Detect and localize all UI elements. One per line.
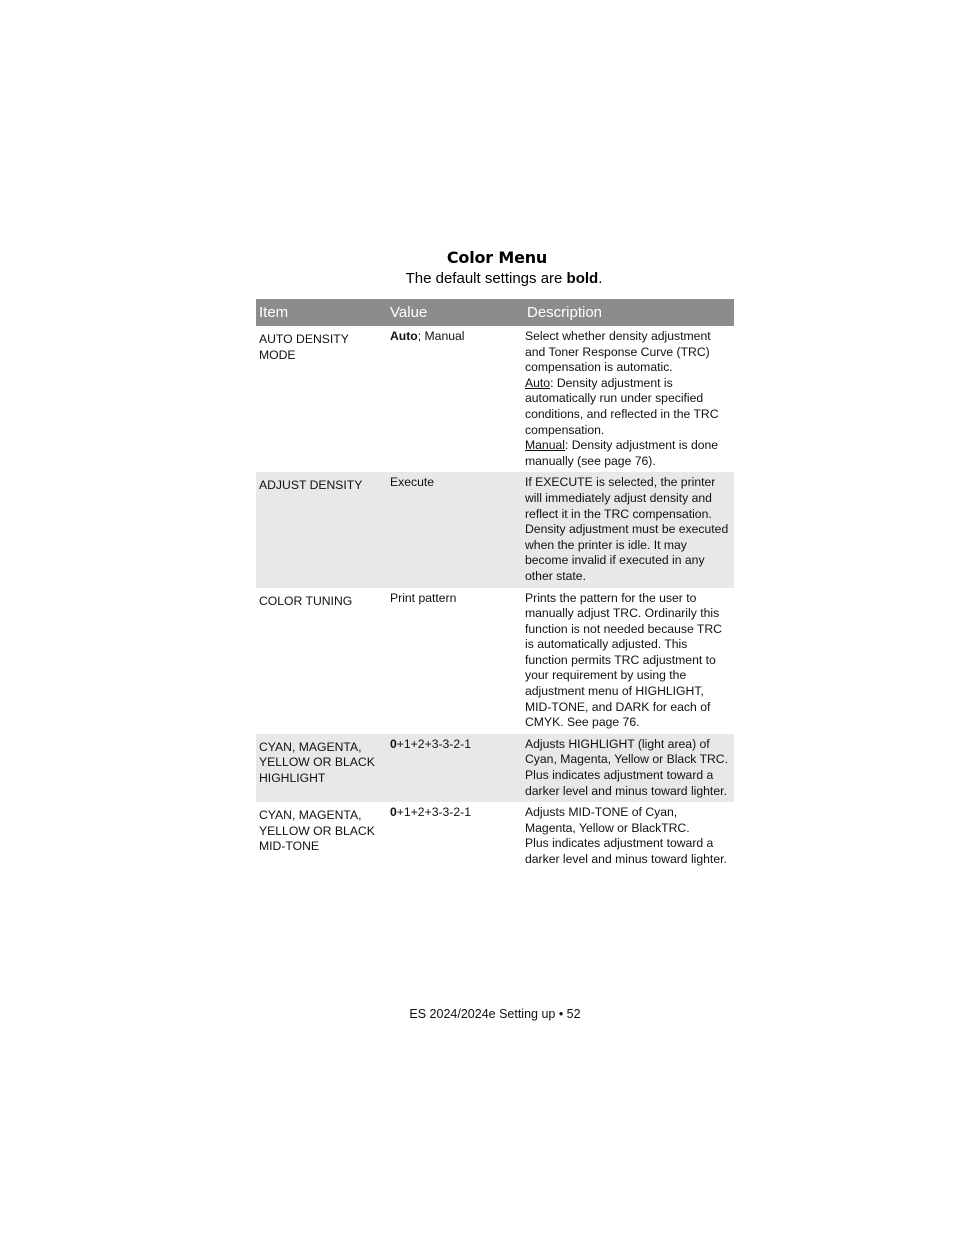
desc-line-1: Adjusts MID-TONE of Cyan, Magenta, Yellow or BlackTRC. <box>525 805 690 835</box>
row-value: Print pattern <box>390 590 457 605</box>
table-row <box>256 734 734 802</box>
table-row <box>256 802 734 870</box>
row-description <box>524 734 734 802</box>
table-row <box>256 326 734 472</box>
row-value <box>387 734 524 802</box>
header-item: Item <box>256 299 387 326</box>
row-item: CYAN, MAGENTA, YELLOW OR BLACK HIGHLIGHT <box>256 734 387 802</box>
color-menu-table <box>256 299 734 871</box>
header-description: Description <box>524 299 734 326</box>
row-value: Execute <box>387 472 524 587</box>
row-item: CYAN, MAGENTA, YELLOW OR BLACK MID-TONE <box>259 808 375 854</box>
value-default: 0 <box>390 736 397 751</box>
value-default: Auto <box>390 329 418 343</box>
row-value <box>387 326 524 472</box>
table-row <box>256 472 734 587</box>
desc-auto <box>525 376 730 438</box>
desc-manual-text: : Density adjustment is done manually (see page 76). <box>525 438 719 468</box>
value-default: 0 <box>390 805 397 820</box>
subtitle-bold-word: bold <box>566 270 599 287</box>
subtitle-suffix: . <box>598 270 603 287</box>
desc-intro: Select whether density adjustment and Toner Response Curve (TRC) compensation is automatic. <box>525 329 711 375</box>
header-value: Value <box>387 299 524 326</box>
row-description: If EXECUTE is selected, the printer will immediately adjust density and reflect it in the TRC compensation. Density adjustment must be executed when the printer is idle. It may become invalid if executed in any other state. <box>524 472 734 587</box>
row-item: COLOR TUNING <box>259 593 353 608</box>
page-subtitle <box>0 270 954 287</box>
desc-auto-text: : Density adjustment is automatically run under specified conditions, and reflected in the TRC compensation. <box>525 375 719 437</box>
value-options: ; Manual <box>417 329 465 343</box>
row-description <box>524 802 734 870</box>
table-header-row <box>256 299 734 326</box>
desc-line-1: Adjusts HIGHLIGHT (light area) of Cyan, Magenta, Yellow or Black TRC. <box>525 736 728 767</box>
desc-manual-label: Manual <box>525 438 565 453</box>
row-value <box>387 802 524 870</box>
table-row <box>256 588 734 734</box>
subtitle-prefix: The default settings are <box>405 270 567 287</box>
desc-manual <box>525 438 730 469</box>
page-footer: ES 2024/2024e Setting up • 52 <box>409 1007 581 1021</box>
value-options: +1+2+3-3-2-1 <box>396 736 471 751</box>
desc-auto-label: Auto <box>525 375 551 390</box>
row-item: AUTO DENSITY MODE <box>259 332 349 362</box>
page-title: Color Menu <box>446 248 548 267</box>
row-description: Prints the pattern for the user to manually adjust TRC. Ordinarily this function is not needed because TRC is automatically adjusted. This function permits TRC adjustment to your requirement by using the adjustment menu of HIGHLIGHT, MID-TONE, and DARK for each of CMYK. See page 76. <box>525 590 722 730</box>
value-options: +1+2+3-3-2-1 <box>396 805 471 820</box>
row-item: ADJUST DENSITY <box>256 472 387 587</box>
desc-line-2: Plus indicates adjustment toward a darker level and minus toward lighter. <box>525 836 727 866</box>
desc-line-2: Plus indicates adjustment toward a darker level and minus toward lighter. <box>525 768 727 798</box>
row-description <box>524 326 734 472</box>
